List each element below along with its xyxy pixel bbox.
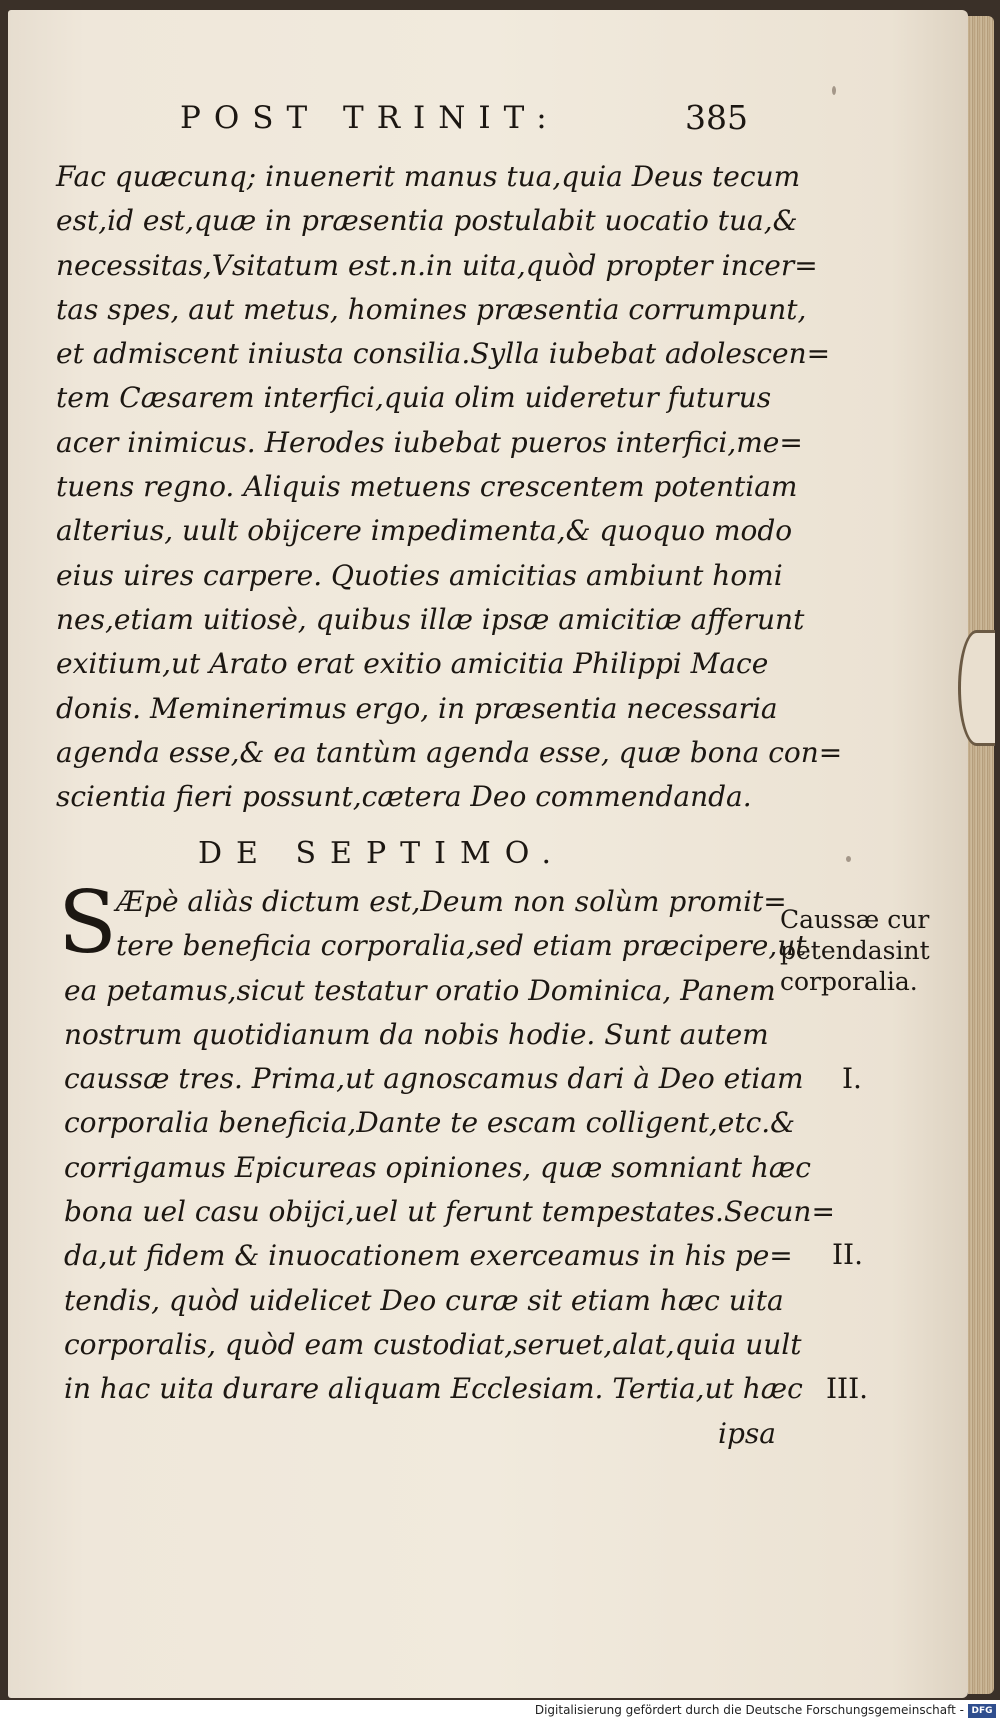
margin-numeral-second: II. bbox=[832, 1238, 864, 1271]
text-line: tuens regno. Aliquis metuens crescentem potentiam bbox=[56, 470, 798, 504]
text-line: tendis, quòd uidelicet Deo curæ sit etiam hæc uita bbox=[64, 1283, 784, 1317]
margin-note-line: Caussæ cur bbox=[780, 905, 930, 934]
margin-note bbox=[780, 904, 930, 997]
text-line: bona uel casu obijci,uel ut ferunt tempestates.Secun= bbox=[64, 1195, 835, 1229]
ink-blot bbox=[846, 856, 851, 862]
text-line: agenda esse,& ea tantùm agenda esse, quæ bona con= bbox=[56, 735, 843, 769]
text-line: exitium,ut Arato erat exitio amicitia Philippi Mace bbox=[56, 647, 769, 681]
page-number: 385 bbox=[685, 98, 748, 137]
ink-blot bbox=[832, 86, 836, 95]
text-line: caussæ tres. Prima,ut agnoscamus dari à Deo etiam bbox=[64, 1062, 804, 1096]
text-line: eius uires carpere. Quoties amicitias ambiunt homi bbox=[56, 558, 783, 592]
text-line: da,ut fidem & inuocationem exerceamus in his pe= bbox=[64, 1239, 793, 1273]
text-line: tere beneficia corporalia,sed etiam præcipere,ut bbox=[116, 929, 807, 963]
text-line: donis. Meminerimus ergo, in præsentia necessaria bbox=[56, 691, 778, 725]
margin-note-line: petendasint bbox=[780, 936, 930, 965]
text-line: ipsa bbox=[718, 1416, 776, 1450]
text-line: tas spes, aut metus, homines præsentia corrumpunt, bbox=[56, 292, 807, 326]
text-line: corporalis, quòd eam custodiat,seruet,alat,quia uult bbox=[64, 1327, 802, 1361]
footer-bar bbox=[0, 1700, 1000, 1723]
margin-numeral-third: III. bbox=[826, 1372, 869, 1405]
page-edge-stack bbox=[968, 16, 994, 1694]
text-line: tem Cæsarem interfici,quia olim uideretur futurus bbox=[56, 381, 772, 415]
section-heading: DE SEPTIMO. bbox=[198, 836, 566, 871]
text-line: Fac quæcunq; inuenerit manus tua,quia Deus tecum bbox=[56, 160, 801, 193]
section-text bbox=[64, 880, 835, 1456]
text-line: corporalia beneficia,Dante te escam colligent,etc.& bbox=[64, 1106, 796, 1140]
text-line: in hac uita durare aliquam Ecclesiam. Tertia,ut hæc bbox=[64, 1372, 803, 1406]
page-edge-tab bbox=[958, 630, 995, 746]
margin-note-line: corporalia. bbox=[780, 967, 918, 996]
running-header: POST TRINIT: bbox=[180, 100, 560, 136]
text-line: Æpè aliàs dictum est,Deum non solùm promit= bbox=[116, 885, 787, 918]
text-line: nes,etiam uitiosè, quibus illæ ipsæ amicitiæ afferunt bbox=[56, 602, 805, 636]
text-line: et admiscent iniusta consilia.Sylla iubebat adolescen= bbox=[56, 337, 831, 371]
text-line: ea petamus,sicut testatur oratio Dominica, Panem bbox=[64, 973, 776, 1007]
text-line: est,id est,quæ in præsentia postulabit uocatio tua,& bbox=[56, 204, 798, 238]
text-line: alterius, uult obijcere impedimenta,& quoquo modo bbox=[56, 514, 793, 548]
text-line: corrigamus Epicureas opiniones, quæ somniant hæc bbox=[64, 1150, 811, 1184]
text-line: scientia fieri possunt,cætera Deo commendanda. bbox=[56, 780, 752, 814]
dfg-logo: DFG bbox=[968, 1704, 996, 1718]
text-line: necessitas,Vsitatum est.n.in uita,quòd propter incer= bbox=[56, 248, 818, 282]
text-line: acer inimicus. Herodes iubebat pueros interfici,me= bbox=[56, 425, 803, 459]
margin-numeral-first: I. bbox=[842, 1062, 862, 1095]
drop-cap: S bbox=[58, 873, 117, 973]
footer-credit: Digitalisierung gefördert durch die Deutsche Forschungsgemeinschaft - bbox=[534, 1703, 964, 1717]
text-line: nostrum quotidianum da nobis hodie. Sunt autem bbox=[64, 1017, 769, 1051]
body-text bbox=[56, 155, 843, 819]
